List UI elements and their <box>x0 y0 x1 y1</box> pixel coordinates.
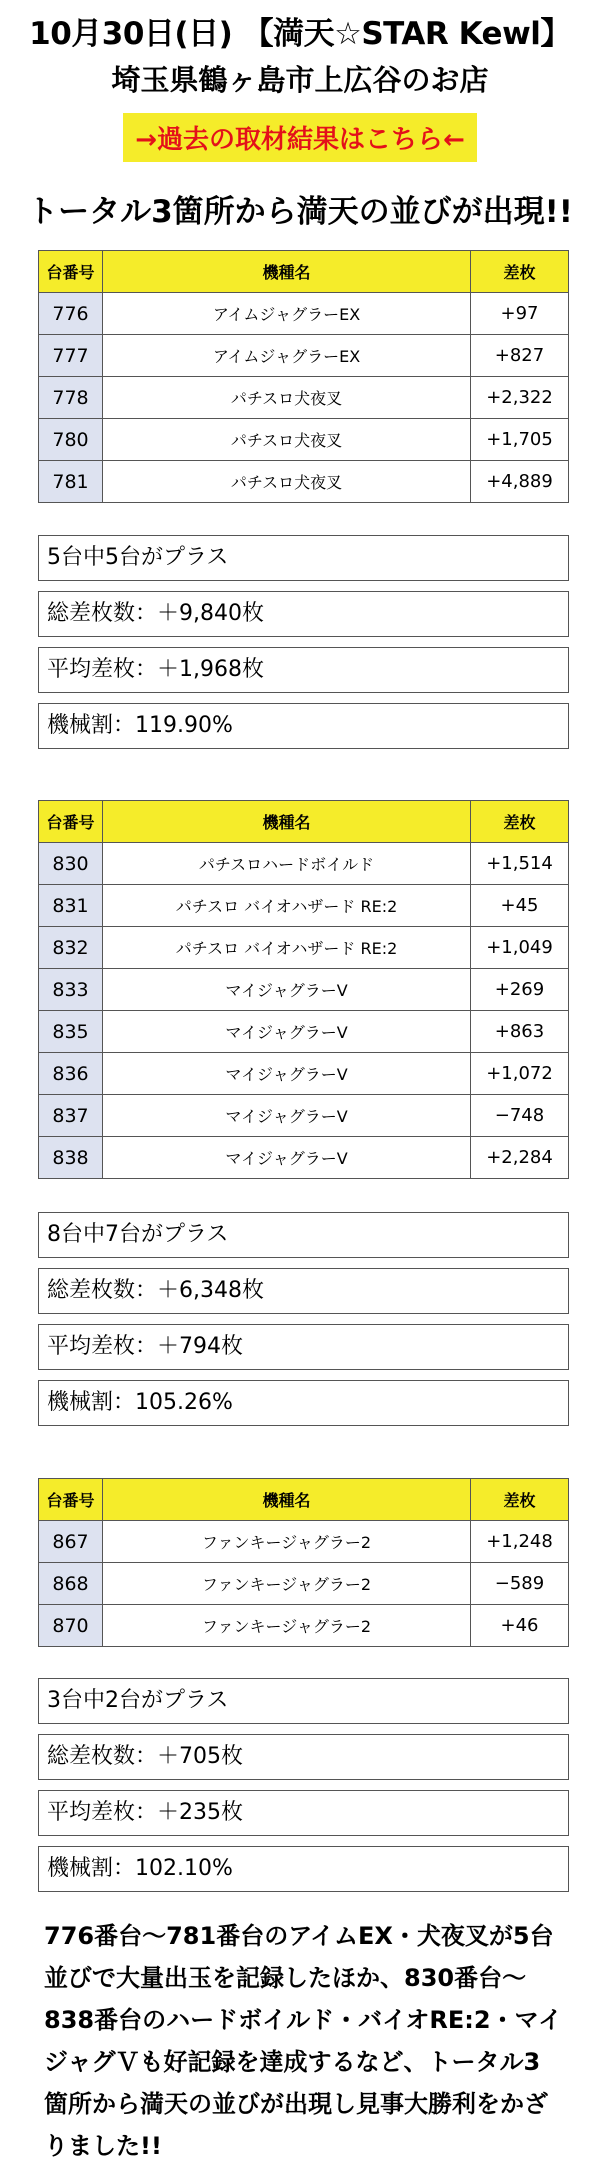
coin-diff: +269 <box>471 969 569 1011</box>
machine-number: 868 <box>39 1563 103 1605</box>
table-row <box>39 377 569 419</box>
headline: トータル3箇所から満天の並びが出現!! <box>27 194 573 230</box>
page-title: 10月30日(日) 【満天☆STAR Kewl】 <box>29 16 571 52</box>
header-machine: 機種名 <box>103 1479 471 1521</box>
header-diff: 差枚 <box>471 1479 569 1521</box>
header-diff: 差枚 <box>471 801 569 843</box>
table-row <box>39 419 569 461</box>
table-row <box>39 843 569 885</box>
table-row <box>39 1011 569 1053</box>
table-row <box>39 1521 569 1563</box>
table-row <box>39 1563 569 1605</box>
machine-number: 832 <box>39 927 103 969</box>
results-table-3 <box>38 1478 569 1647</box>
machine-number: 781 <box>39 461 103 503</box>
machine-name: パチスロ犬夜叉 <box>103 419 471 461</box>
machine-number: 778 <box>39 377 103 419</box>
total-diff-box: 総差枚数：＋6,348枚 <box>38 1268 569 1314</box>
table-row <box>39 1095 569 1137</box>
machine-name: ファンキージャグラー2 <box>103 1563 471 1605</box>
machine-name: マイジャグラーV <box>103 969 471 1011</box>
table-row <box>39 969 569 1011</box>
table-row <box>39 293 569 335</box>
machine-number: 836 <box>39 1053 103 1095</box>
coin-diff: +1,049 <box>471 927 569 969</box>
results-table-1 <box>38 250 569 503</box>
machine-name: パチスロ バイオハザード RE:2 <box>103 885 471 927</box>
table-row <box>39 1137 569 1179</box>
header-number: 台番号 <box>39 1479 103 1521</box>
table-row <box>39 335 569 377</box>
payout-rate-box: 機械割：102.10% <box>38 1846 569 1892</box>
machine-number: 870 <box>39 1605 103 1647</box>
machine-name: マイジャグラーV <box>103 1053 471 1095</box>
machine-number: 831 <box>39 885 103 927</box>
header-machine: 機種名 <box>103 801 471 843</box>
machine-number: 830 <box>39 843 103 885</box>
coin-diff: −589 <box>471 1563 569 1605</box>
past-results-link[interactable]: →過去の取材結果はこちら← <box>123 113 477 162</box>
past-results-link-wrap <box>0 113 600 162</box>
machine-number: 776 <box>39 293 103 335</box>
machine-name: ファンキージャグラー2 <box>103 1521 471 1563</box>
coin-diff: +1,514 <box>471 843 569 885</box>
payout-rate-box: 機械割：105.26% <box>38 1380 569 1426</box>
coin-diff: +2,322 <box>471 377 569 419</box>
header-number: 台番号 <box>39 251 103 293</box>
plus-count-box: 3台中2台がプラス <box>38 1678 569 1724</box>
results-table-2 <box>38 800 569 1179</box>
coin-diff: +4,889 <box>471 461 569 503</box>
machine-number: 777 <box>39 335 103 377</box>
table-header-row <box>39 801 569 843</box>
plus-count-box: 5台中5台がプラス <box>38 535 569 581</box>
total-diff-box: 総差枚数：＋9,840枚 <box>38 591 569 637</box>
table-header-row <box>39 251 569 293</box>
table-row <box>39 1605 569 1647</box>
coin-diff: +1,248 <box>471 1521 569 1563</box>
table-row <box>39 1053 569 1095</box>
machine-name: マイジャグラーV <box>103 1137 471 1179</box>
coin-diff: +863 <box>471 1011 569 1053</box>
machine-name: マイジャグラーV <box>103 1011 471 1053</box>
machine-number: 780 <box>39 419 103 461</box>
store-location: 埼玉県鶴ヶ島市上広谷のお店 <box>111 63 489 97</box>
average-diff-box: 平均差枚：＋235枚 <box>38 1790 569 1836</box>
header-machine: 機種名 <box>103 251 471 293</box>
machine-name: パチスロ犬夜叉 <box>103 461 471 503</box>
machine-name: マイジャグラーV <box>103 1095 471 1137</box>
total-diff-box: 総差枚数：＋705枚 <box>38 1734 569 1780</box>
header-diff: 差枚 <box>471 251 569 293</box>
machine-number: 867 <box>39 1521 103 1563</box>
machine-name: ファンキージャグラー2 <box>103 1605 471 1647</box>
average-diff-box: 平均差枚：＋794枚 <box>38 1324 569 1370</box>
coin-diff: +827 <box>471 335 569 377</box>
summary-text: 776番台〜781番台のアイムEX・犬夜叉が5台並びで大量出玉を記録したほか、830番台〜838番台のハードボイルド・バイオRE:2・マイジャグＶも好記録を達成するなど、トータル3箇所から満天の並びが出現し見事大勝利をかざりました!! <box>44 1922 563 2160</box>
coin-diff: +1,072 <box>471 1053 569 1095</box>
machine-name: アイムジャグラーEX <box>103 293 471 335</box>
table-row <box>39 927 569 969</box>
coin-diff: −748 <box>471 1095 569 1137</box>
machine-name: アイムジャグラーEX <box>103 335 471 377</box>
coin-diff: +2,284 <box>471 1137 569 1179</box>
machine-number: 837 <box>39 1095 103 1137</box>
coin-diff: +46 <box>471 1605 569 1647</box>
table-header-row <box>39 1479 569 1521</box>
machine-number: 833 <box>39 969 103 1011</box>
table-row <box>39 885 569 927</box>
average-diff-box: 平均差枚：＋1,968枚 <box>38 647 569 693</box>
machine-number: 835 <box>39 1011 103 1053</box>
machine-name: パチスロ犬夜叉 <box>103 377 471 419</box>
coin-diff: +97 <box>471 293 569 335</box>
machine-name: パチスロハードボイルド <box>103 843 471 885</box>
coin-diff: +45 <box>471 885 569 927</box>
payout-rate-box: 機械割：119.90% <box>38 703 569 749</box>
header-number: 台番号 <box>39 801 103 843</box>
coin-diff: +1,705 <box>471 419 569 461</box>
table-row <box>39 461 569 503</box>
machine-number: 838 <box>39 1137 103 1179</box>
plus-count-box: 8台中7台がプラス <box>38 1212 569 1258</box>
machine-name: パチスロ バイオハザード RE:2 <box>103 927 471 969</box>
